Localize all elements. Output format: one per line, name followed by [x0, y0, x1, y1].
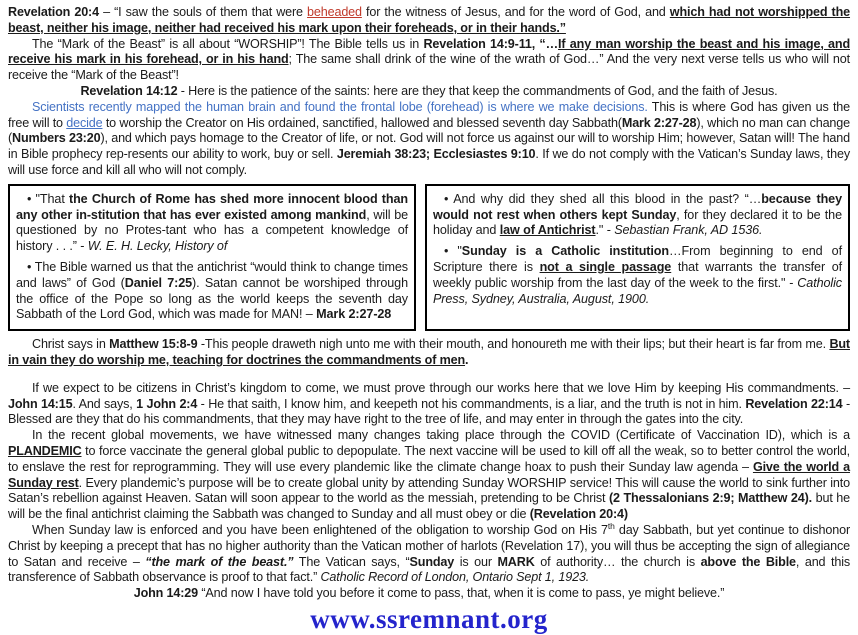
quote-box-right — [425, 184, 850, 331]
quote-lecky-history: • "That the Church of Rome has shed more innocent blood than any other in-stitution that has ever existed among mankind, will be questioned by no Protes-tant who has a competent knowledge of history . . .” - W. E. H. Lecky, History of — [16, 191, 409, 254]
para-revelation-14-12: Revelation 14:12 - Here is the patience of the saints: here are they that keep the commandments of God, and the faith of Jesus. — [80, 83, 778, 98]
quote-box-left — [8, 184, 416, 331]
para-matthew-15-8-9: Christ says in Matthew 15:8-9 -This people draweth nigh unto me with their mouth, and honoureth me with their lips; but their heart is far from me. But in vain they do worship me, teaching for doctrines the commandments of men. — [8, 337, 850, 367]
quote-daniel-7-25: • The Bible warned us that the antichrist “would think to change times and laws” of God (Daniel 7:25). Satan cannot be worshiped through the office of the Pope so long as the world keeps the seventh day Sabbath of the Lord God, which was made for MAN! – Mark 2:27-28 — [16, 259, 408, 322]
quote-boxes — [8, 184, 850, 331]
quote-catholic-press: • "Sunday is a Catholic institution…From beginning to end of Scripture there is not a single passage that warrants the transfer of weekly public worship from the last day of the week to the first." - Catholic Press, Sydney, Australia, August, 1900. — [433, 244, 842, 306]
para-frontal-lobe: Scientists recently mapped the human brain and found the frontal lobe (forehead) is where we make decisions. This is where God has given us the free will to decide to worship the Creator on His ordained, sanctified, hallowed and blessed seventh day Sabbath(Mark 2:27-28), which no man can change (Numbers 23:20), and which pays homage to the Creator of life, or not. God will not force us against our will to worship Him; however, Satan will! The hand in Bible prophecy rep-resents our ability to work, buy or sell. Jeremiah 38:23; Ecclesiastes 9:10. If we do not comply with the Vatican’s Sunday laws, they will use force and kill all who will not comply. — [8, 99, 851, 177]
para-plandemic: In the recent global movements, we have witnessed many changes taking place through the COVID (Certificate of Vaccination ID), which is a PLANDEMIC to force vaccinate the general global public to depopulate. The next vaccine will be used to kill off all the weak, so to better control the world, to enslave the rest for reprogramming. They will use every plandemic like the climate change hoax to push their Sunday law agenda – Give the world a Sunday rest. Every plandemic’s purpose will be to create global unity by attending Sunday WORSHIP service! This will cause the world to sink further into Satan’s rebellion against Heaven. Satan will soon appear to the world as the messiah, pretending to be Christ (2 Thessalonians 2:9; Matthew 24). but he will be the final antichrist claiming the Sabbath was changed to Sunday and all must obey or die (Revelation 20:4) — [8, 428, 850, 522]
para-commandments: If we expect to be citizens in Christ’s kingdom to come, we must prove through our works here that we love Him by keeping His commandments. – John 14:15. And says, 1 John 2:4 - He that saith, I know him, and keepeth not his commandments, is a liar, and the truth is not in him. Revelation 22:14 - Blessed are they that do his commandments, that they may have right to the tree of life, and may enter in through the gates into the city. — [8, 380, 850, 427]
para-john-14-29: John 14:29 “And now I have told you before it come to pass, that, when it is come to pass, ye might believe.” — [133, 586, 725, 601]
site-url-link[interactable]: www.ssremnant.org — [310, 603, 548, 634]
para-revelation-20-4: Revelation 20:4 – “I saw the souls of them that were beheaded for the witness of Jesus, and for the word of God, and which had not worshipped the beast, neither his image, neither had received his mark upon their foreheads, or in their hands.” — [8, 5, 851, 35]
quote-sebastian-frank: • And why did they shed all this blood in the past? “…because they would not rest when others kept Sunday, for they declared it to be the holiday and law of Antichrist." - Sebastian Frank, AD 1536. — [433, 191, 842, 238]
para-sunday-law-mark: When Sunday law is enforced and you have been enlightened of the obligation to worship God on His 7th day Sabbath, but yet continue to dishonor Christ by keeping a precept that has no higher authority than the Vatican mother of harlots (Revelation 17), you will thus be accepting the sign of allegiance to Satan and receive – “the mark of the beast.” The Vatican says, “Sunday is our MARK of authority… the church is above the Bible, and this transference of Sabbath observance is proof to that fact.” Catholic Record of London, Ontario Sept 1, 1923. — [8, 520, 851, 585]
para-mark-of-the-beast: The “Mark of the Beast” is all about “WORSHIP”! The Bible tells us in Revelation 14:9-11, “…If any man worship the beast and his image, and receive his mark in his forehead, or in his hand; The same shall drink of the wine of the wrath of God…” And the very next verse tells us who will not receive the “Mark of the Beast”! — [8, 36, 850, 83]
